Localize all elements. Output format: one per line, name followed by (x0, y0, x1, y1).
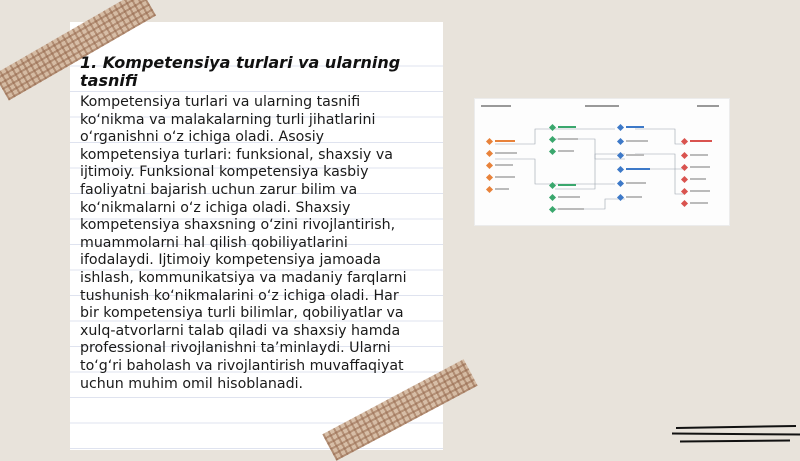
diagram-label-bar (626, 182, 646, 184)
diagram-header-bar (697, 105, 719, 107)
slide-body-text: Kompetensiya turlari va ularning tasnifi ko‘nikma va malakalarning turli jihatlarini o‘rganishni o‘z ichiga oladi. Asosiy kompetensiya turlari: funksional, shaxsiy va ijtimoiy. Funksional kompetensiya kasbiy faoliyatni bajarish uchun zarur bilim va ko‘nikmalarni o‘z ichiga oladi. Shaxsiy kompetensiya shaxsning o‘zini rivojlantirish, muammolarni hal qilish qobiliyatlarini ifodalaydi. Ijtimoiy kompetensiya jamoada ishlash, kommunikatsiya va madaniy farqlarni tushunish ko‘nikmalarini o‘z ichiga oladi. Har bir kompetensiya turli bilimlar, qobiliyatlar va xulq-atvorlarni talab qiladi va shaxsiy hamda professional rivojlanishni ta’minlaydi. Ularni to‘g‘ri baholash va rivojlantirish muvaffaqiyat uchun muhim omil hisoblanadi. (80, 94, 407, 392)
diagram-label-bar (495, 176, 515, 178)
diagram-connectors (475, 99, 729, 225)
diagram-label-bar (495, 140, 515, 142)
diagram-header-bar (585, 105, 619, 107)
slide-title: 1. Kompetensiya turlari va ularning tasnifi (80, 53, 401, 90)
diagram-label-bar (558, 184, 576, 186)
diagram-label-bar (690, 202, 708, 204)
decorative-line (676, 425, 796, 429)
diagram-label-bar (558, 126, 576, 128)
diagram-label-bar (495, 152, 517, 154)
diagram-label-bar (495, 188, 509, 190)
diagram-label-bar (558, 138, 578, 140)
diagram-label-bar (558, 196, 580, 198)
diagram-label-bar (690, 154, 708, 156)
diagram-label-bar (690, 166, 710, 168)
diagram-label-bar (495, 164, 513, 166)
diagram-label-bar (626, 196, 642, 198)
competency-diagram-image (474, 98, 730, 226)
diagram-header-bar (481, 105, 511, 107)
decorative-line (680, 440, 790, 443)
diagram-label-bar (626, 154, 644, 156)
diagram-label-bar (690, 178, 706, 180)
diagram-label-bar (690, 190, 710, 192)
diagram-label-bar (558, 150, 574, 152)
diagram-label-bar (690, 140, 712, 142)
diagram-label-bar (626, 140, 648, 142)
diagram-label-bar (626, 168, 650, 170)
diagram-label-bar (558, 208, 584, 210)
diagram-label-bar (626, 126, 644, 128)
decorative-line (672, 432, 800, 435)
